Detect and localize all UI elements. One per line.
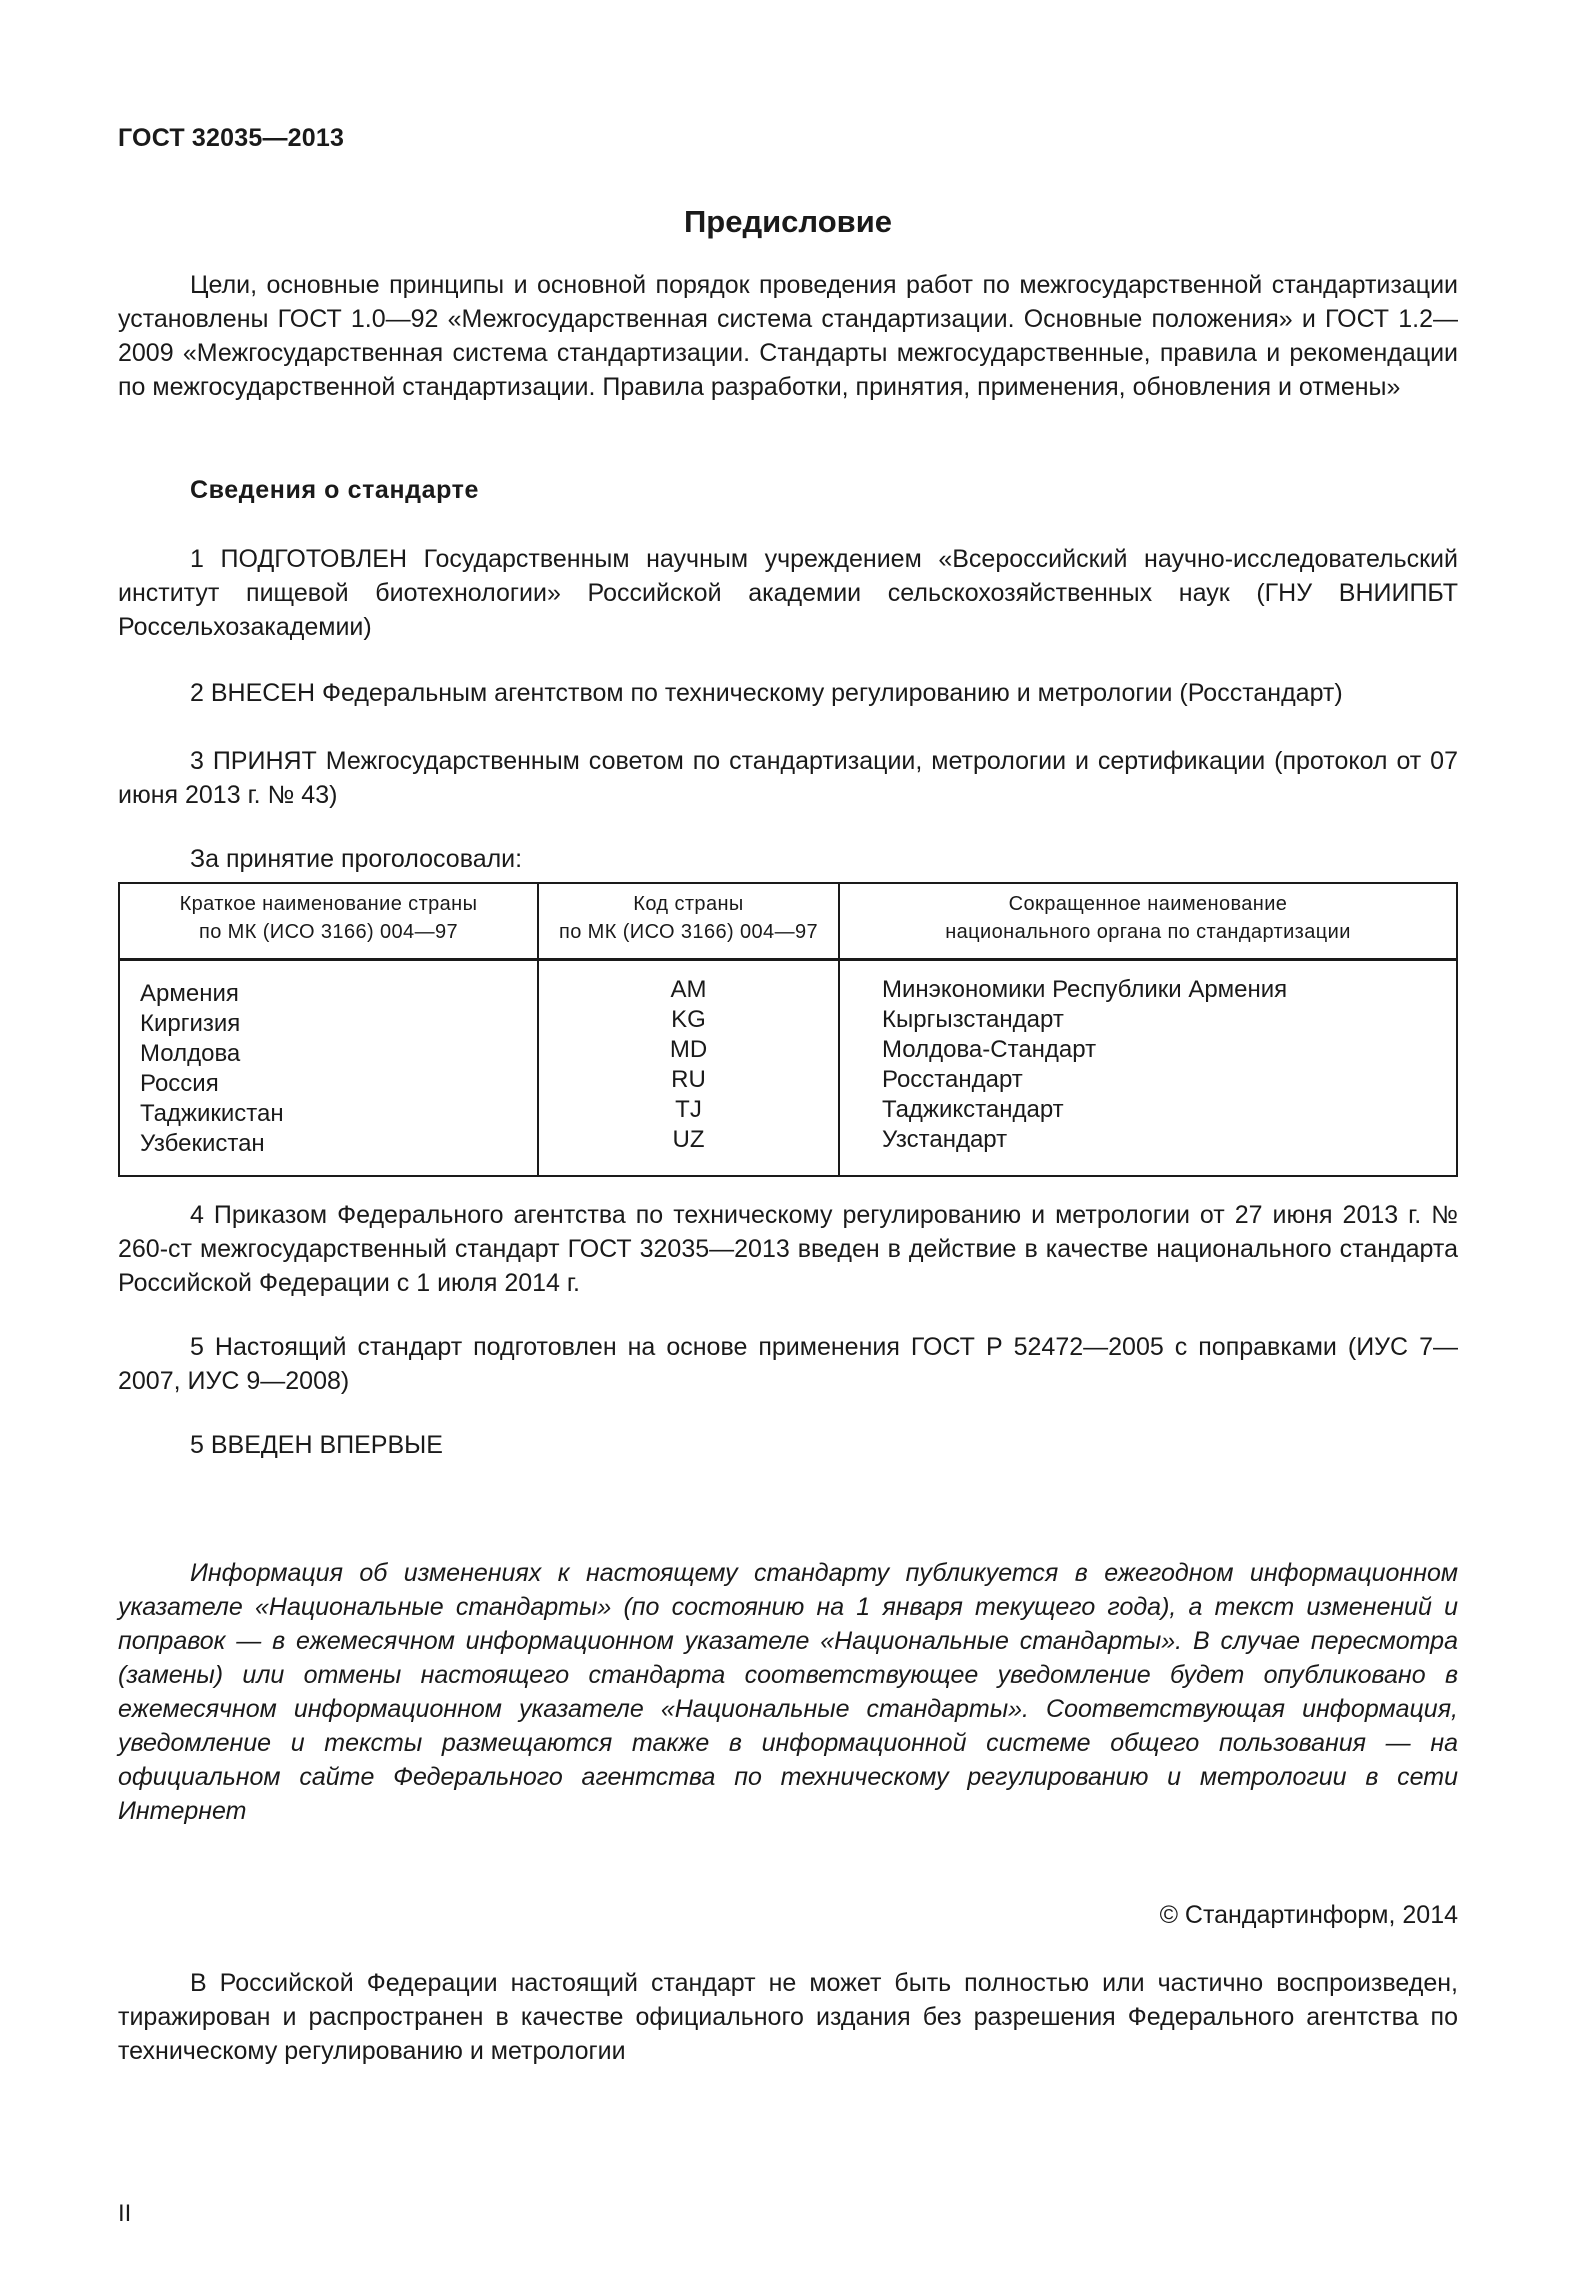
voted-label [118,842,1458,876]
table-row [119,960,1457,1177]
info-heading: Сведения о стандарте [190,476,480,504]
body-cell: Кыргызстандарт [882,1006,1064,1033]
code-cell: KG [671,1006,706,1033]
country-cell: Россия [140,1070,219,1097]
code-cell: MD [669,1036,708,1063]
item-introduced-text: 2 ВНЕСЕН Федеральным агентством по техническому регулированию и метрологии (Росстандарт) [190,679,1343,707]
voting-table [118,882,1458,1177]
code-cell: AM [670,976,707,1003]
country-cell: Молдова [140,1040,241,1067]
code-cell: UZ [672,1126,705,1153]
code-column [538,960,839,1177]
item-introduced [118,676,1458,710]
page-number: II [118,2200,132,2227]
item-prepared-text: 1 ПОДГОТОВЛЕН Государственным научным учреждением «Всероссийский научно-исследовательский институт пищевой биотехнологии» Российской академии сельскохозяйственных наук (ГНУ ВНИИПБТ Россельхозакадемии) [118,545,1458,641]
header-code-line2: по МК (ИСО 3166) 004—97 [558,921,819,943]
restriction-paragraph [118,1966,1458,2068]
item-adopted [118,744,1458,812]
country-cell: Киргизия [140,1010,241,1037]
item-order-text: 4 Приказом Федерального агентства по техническому регулированию и метрологии от 27 июня 2013 г. № 260-ст межгосударственный стандарт ГОСТ 32035—2013 введен в действие в качестве национального стандарта Российской Федерации с 1 июля 2014 г. [118,1201,1458,1297]
changes-notice [118,1556,1458,1828]
item-first-text: 5 ВВЕДЕН ВПЕРВЫЕ [190,1431,443,1459]
header-body-line1: Сокращенное наименование [1008,893,1288,915]
country-cell: Таджикистан [140,1100,284,1127]
intro-paragraph [118,268,1458,404]
changes-notice-text: Информация об изменениях к настоящему стандарту публикуется в ежегодном информационном указателе «Национальные стандарты» (по состоянию на 1 января текущего года), а текст изменений и поправок — в ежемесячном информационном указателе «Национальные стандарты». В случае пересмотра (замены) или отмены настоящего стандарта соответствующее уведомление будет опубликовано в ежемесячном информационном указателе «Национальные стандарты». Соответствующая информация, уведомление и тексты размещаются также в информационной системе общего пользования — на официальном сайте Федерального агентства по техническому регулированию и метрологии в сети Интернет [118,1559,1458,1825]
restriction-text: В Российской Федерации настоящий стандарт не может быть полностью или частично воспроизведен, тиражирован и распространен в качестве официального издания без разрешения Федерального агентства по техническому регулированию и метрологии [118,1969,1458,2065]
header-country [119,883,538,960]
header-code [538,883,839,960]
header-country-line2: по МК (ИСО 3166) 004—97 [198,921,459,943]
copyright: © Стандартинформ, 2014 [1159,1901,1458,1929]
body-cell: Росстандарт [882,1066,1023,1093]
country-column [119,960,538,1177]
header-body [839,883,1457,960]
body-cell: Молдова-Стандарт [882,1036,1097,1063]
voted-label-text: За принятие проголосовали: [190,845,523,873]
item-first [118,1428,1458,1462]
country-cell: Узбекистан [140,1130,265,1157]
item-prepared [118,542,1458,644]
intro-text: Цели, основные принципы и основной порядок проведения работ по межгосударственной стандартизации установлены ГОСТ 1.0—92 «Межгосударственная система стандартизации. Основные положения» и ГОСТ 1.2—2009 «Межгосударственная система стандартизации. Стандарты межгосударственные, правила и рекомендации по межгосударственной стандартизации. Правила разработки, принятия, применения, обновления и отмены» [118,271,1458,401]
body-cell: Минэкономики Республики Армения [882,976,1288,1003]
item-adopted-text: 3 ПРИНЯТ Межгосударственным советом по стандартизации, метрологии и сертификации (протокол от 07 июня 2013 г. № 43) [118,747,1458,809]
code-cell: TJ [675,1096,702,1123]
header-country-line1: Краткое наименование страны [179,893,478,915]
document-header: ГОСТ 32035—2013 [118,124,345,152]
country-cell: Армения [140,980,239,1007]
body-column [839,960,1457,1177]
item-order [118,1198,1458,1300]
code-cell: RU [671,1066,706,1093]
header-body-line2: национального органа по стандартизации [945,921,1351,943]
header-code-line1: Код страны [633,893,744,915]
item-basis [118,1330,1458,1398]
body-cell: Узстандарт [882,1126,1008,1153]
table-header-row [119,883,1457,960]
page-title: Предисловие [683,204,892,239]
item-basis-text: 5 Настоящий стандарт подготовлен на основе применения ГОСТ Р 52472—2005 с поправками (ИУС 7—2007, ИУС 9—2008) [118,1333,1458,1395]
body-cell: Таджикстандарт [882,1096,1064,1123]
